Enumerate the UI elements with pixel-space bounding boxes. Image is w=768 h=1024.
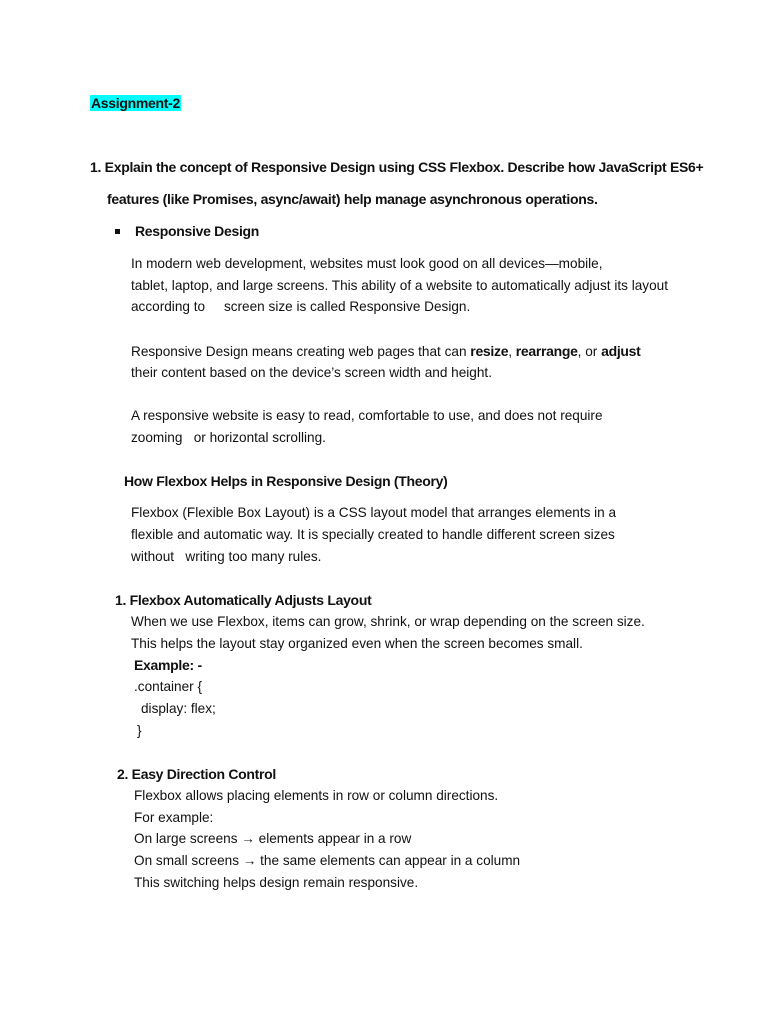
example-label: Example: -: [134, 657, 202, 673]
section2-heading: 2. Easy Direction Control: [117, 766, 276, 782]
section1-line-2: This helps the layout stay organized even when the screen becomes small.: [131, 636, 583, 651]
question-line-1: 1. Explain the concept of Responsive Design using CSS Flexbox. Describe how JavaScript ES6+: [90, 159, 704, 175]
keyword-adjust: adjust: [601, 343, 641, 359]
para4-line-2: flexible and automatic way. It is specially created to handle different screen sizes: [131, 527, 615, 542]
para3-line-1: A responsive website is easy to read, comfortable to use, and does not require: [131, 408, 603, 423]
code-line-2: display: flex;: [141, 701, 216, 716]
para1-line-1: In modern web development, websites must look good on all devices—mobile,: [131, 256, 603, 271]
code-line-1: .container {: [134, 679, 203, 694]
para1-line-3: according to screen size is called Responsive Design.: [131, 299, 471, 314]
section1-line-1: When we use Flexbox, items can grow, shrink, or wrap depending on the screen size.: [131, 614, 645, 629]
flexbox-heading: How Flexbox Helps in Responsive Design (Theory): [124, 473, 448, 489]
section1-heading: 1. Flexbox Automatically Adjusts Layout: [115, 592, 372, 608]
bullet-heading: Responsive Design: [135, 223, 260, 239]
keyword-rearrange: rearrange: [515, 343, 578, 359]
title-highlight: Assignment-2: [91, 95, 180, 111]
section2-line-3: On large screens → elements appear in a row: [134, 831, 412, 846]
code-line-3: }: [137, 723, 142, 738]
para2-sep-1: ,: [508, 344, 516, 359]
square-bullet-icon: [115, 229, 120, 234]
question-line-2: features (like Promises, async/await) help manage asynchronous operations.: [107, 191, 598, 207]
para4-line-3: without writing too many rules.: [131, 549, 322, 564]
section2-line-4: On small screens → the same elements can appear in a column: [134, 853, 521, 868]
keyword-resize: resize: [470, 343, 509, 359]
section2-line-1: Flexbox allows placing elements in row or column directions.: [134, 788, 499, 803]
section2-line-5: This switching helps design remain responsive.: [134, 875, 419, 890]
para1-line-2: tablet, laptop, and large screens. This ability of a website to automatically adjust its layout: [131, 278, 668, 293]
para2-text: Responsive Design means creating web pages that can: [131, 344, 471, 359]
section2-line-2: For example:: [134, 810, 214, 825]
para4-line-1: Flexbox (Flexible Box Layout) is a CSS layout model that arranges elements in a: [131, 505, 617, 520]
para2-sep-2: , or: [577, 344, 602, 359]
para2-line-2: their content based on the device’s screen width and height.: [131, 365, 492, 380]
para3-line-2: zooming or horizontal scrolling.: [131, 430, 326, 445]
para2-line-1: [131, 342, 641, 361]
assignment-title: [90, 94, 181, 112]
